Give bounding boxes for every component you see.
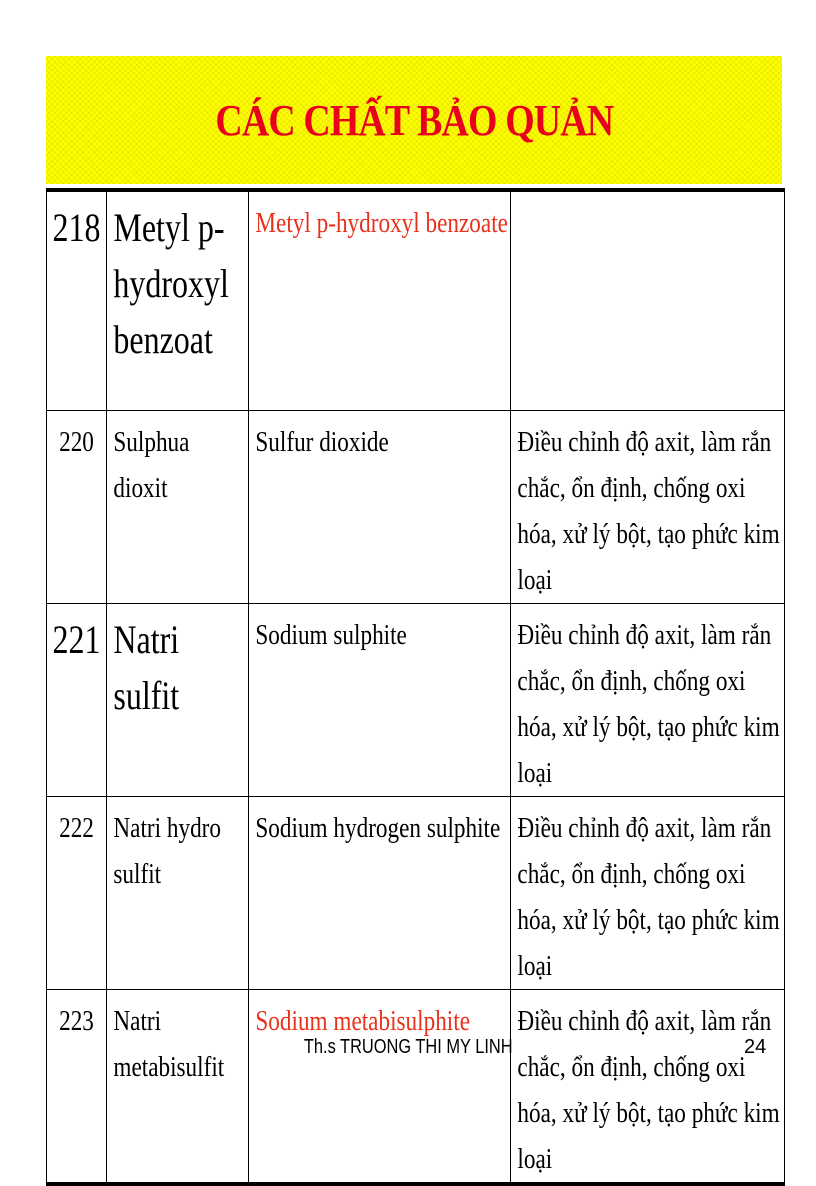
code-cell: 223: [47, 989, 107, 1184]
table-row: [47, 989, 785, 1184]
name-en-cell: Sodium metabisulphite: [249, 989, 511, 1184]
table-row: [47, 796, 785, 989]
name-en-cell: Sodium sulphite: [249, 603, 511, 796]
name-en-cell: Sodium hydrogen sulphite: [249, 796, 511, 989]
name-en-cell: Metyl p-hydroxyl benzoate: [249, 190, 511, 410]
footer-author: Th.s TRUONG THI MY LINH: [303, 1036, 513, 1058]
name-vi-cell: Sulphua dioxit: [107, 410, 249, 603]
function-cell: [511, 190, 785, 410]
code-cell: 220: [47, 410, 107, 603]
table-row: [47, 190, 785, 410]
name-vi-cell: Metyl p-hydroxyl benzoat: [107, 190, 249, 410]
code-cell: 222: [47, 796, 107, 989]
name-vi-cell: Natri sulfit: [107, 603, 249, 796]
table-row: [47, 410, 785, 603]
function-cell: Điều chỉnh độ axit, làm rắn chắc, ổn định, chống oxi hóa, xử lý bột, tạo phức kim loại: [511, 796, 785, 989]
name-vi-cell: Natri hydro sulfit: [107, 796, 249, 989]
function-cell: Điều chỉnh độ axit, làm rắn chắc, ổn định, chống oxi hóa, xử lý bột, tạo phức kim loại: [511, 410, 785, 603]
code-cell: 221: [47, 603, 107, 796]
name-vi-cell: Natri metabisulfit: [107, 989, 249, 1184]
title-banner: [46, 56, 782, 184]
page-number: 24: [744, 1036, 767, 1058]
name-en-cell: Sulfur dioxide: [249, 410, 511, 603]
function-cell: Điều chỉnh độ axit, làm rắn chắc, ổn định, chống oxi hóa, xử lý bột, tạo phức kim loại: [511, 603, 785, 796]
code-cell: 218: [47, 190, 107, 410]
table-row: [47, 603, 785, 796]
function-cell: Điều chỉnh độ axit, làm rắn chắc, ổn định, chống oxi hóa, xử lý bột, tạo phức kim loại: [511, 989, 785, 1184]
page-title: CÁC CHẤT BẢO QUẢN: [215, 95, 613, 145]
